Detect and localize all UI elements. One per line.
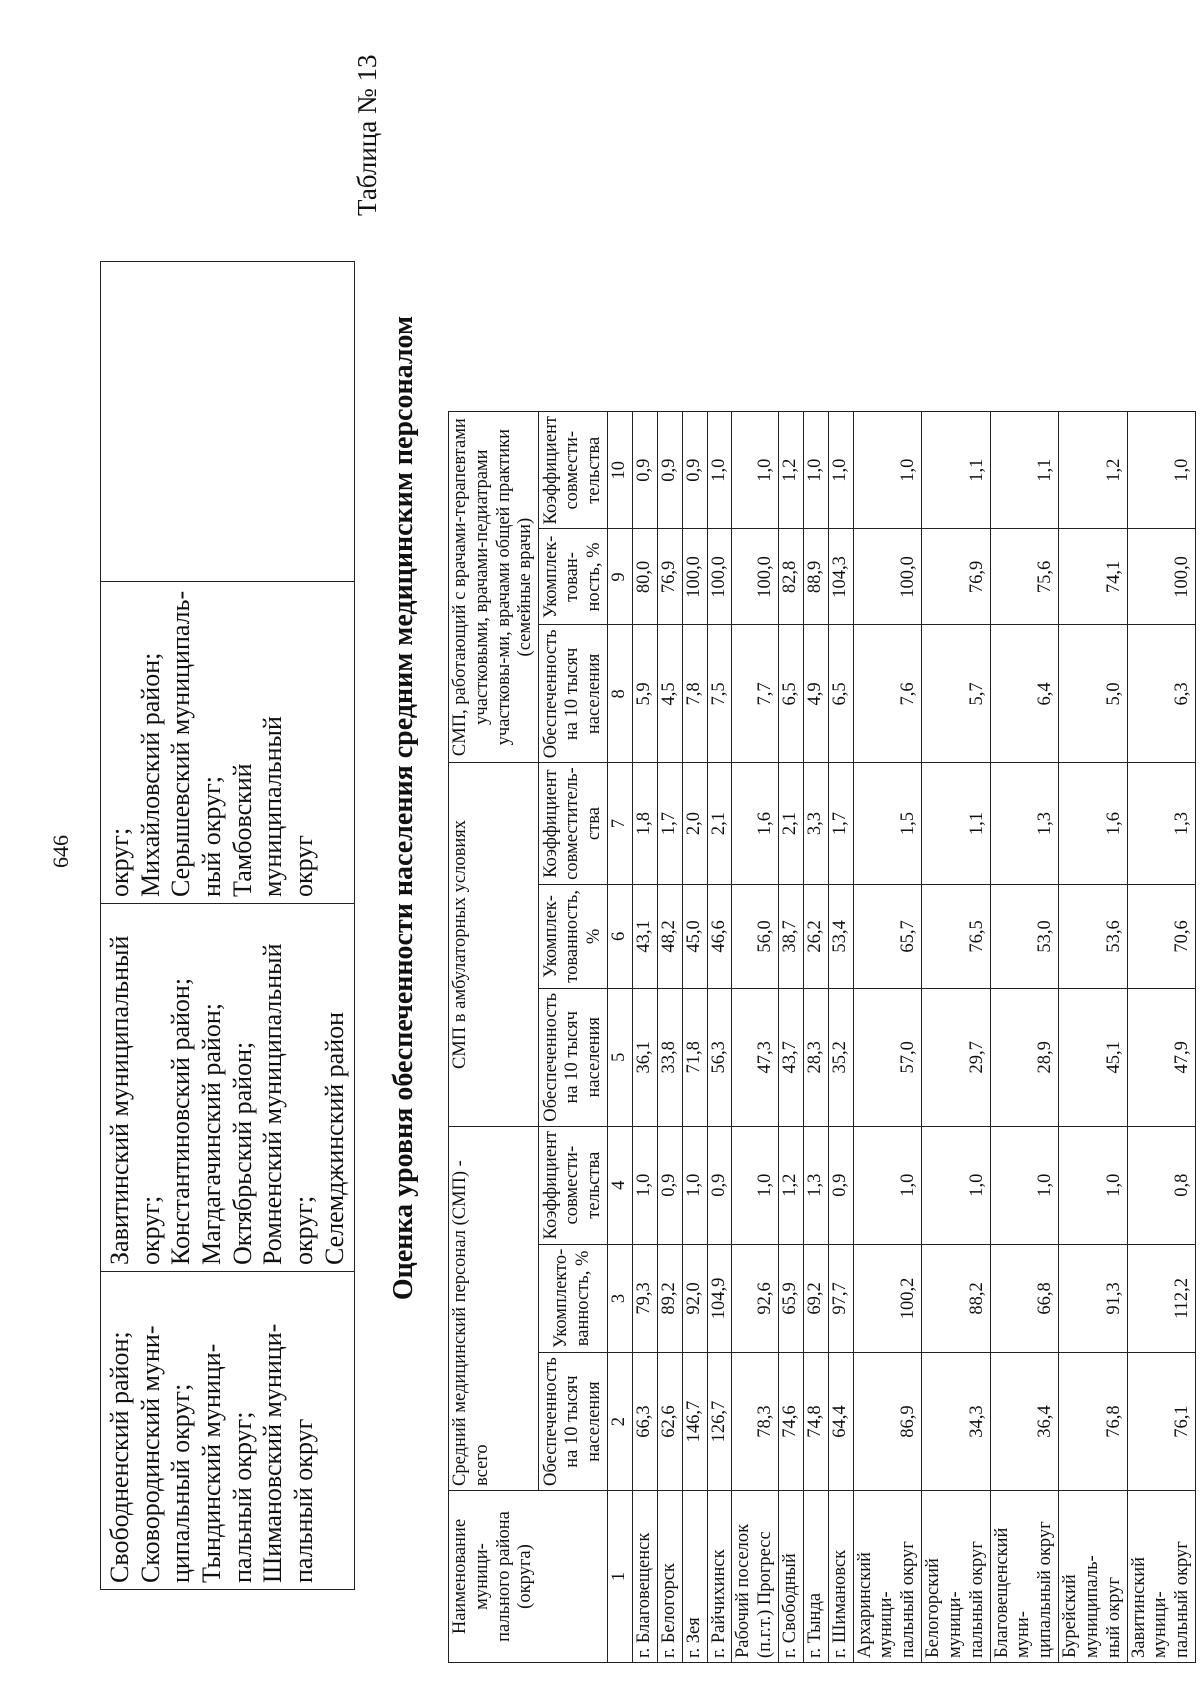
value-cell: 7,6: [853, 625, 921, 763]
value-cell: 6,5: [779, 625, 804, 763]
value-cell: 1,1: [990, 411, 1058, 529]
value-cell: 1,0: [682, 1126, 707, 1244]
column-number: 4: [608, 1126, 633, 1244]
continuation-cell: Свободненский район; Сковородинский муни- ципальный округ; Тындинский муници- пальный округ; Шимановский муници- пальный округ: [101, 1272, 355, 1590]
value-cell: 1,0: [633, 1126, 658, 1244]
header-group-ambulatory: СМП в амбулаторных условиях: [449, 763, 539, 1126]
value-cell: 1,3: [990, 763, 1058, 885]
value-cell: 64,4: [828, 1353, 853, 1491]
value-cell: 76,1: [1127, 1353, 1195, 1491]
continuation-row: [101, 262, 355, 1590]
value-cell: 45,0: [682, 884, 707, 988]
value-cell: 7,8: [682, 625, 707, 763]
value-cell: 56,3: [707, 988, 732, 1126]
district-name-cell: г. Тында: [803, 1491, 828, 1663]
sub-coef-all: Коэффициент совмести-тельства: [539, 1126, 608, 1244]
value-cell: 3,3: [803, 763, 828, 885]
value-cell: 88,9: [803, 529, 828, 625]
sub-supply-all: Обеспеченность на 10 тысяч населения: [539, 1353, 608, 1491]
sub-supply-ther: Обеспеченность на 10 тысяч населения: [539, 625, 608, 763]
sub-coef-ther: Коэффициент совмести-тельства: [539, 411, 608, 529]
value-cell: 78,3: [732, 1353, 779, 1491]
value-cell: 76,8: [1059, 1353, 1127, 1491]
value-cell: 65,7: [853, 884, 921, 988]
value-cell: 100,0: [1127, 529, 1195, 625]
value-cell: 0,9: [633, 411, 658, 529]
value-cell: 1,0: [1059, 1126, 1127, 1244]
value-cell: 146,7: [682, 1353, 707, 1491]
value-cell: 47,3: [732, 988, 779, 1126]
value-cell: 46,6: [707, 884, 732, 988]
district-name-cell: г. Шимановск: [828, 1491, 853, 1663]
value-cell: 69,2: [803, 1244, 828, 1352]
value-cell: 62,6: [657, 1353, 682, 1491]
value-cell: 6,3: [1127, 625, 1195, 763]
value-cell: 53,6: [1059, 884, 1127, 988]
sub-staffing-amb: Укомплек-тованность, %: [539, 884, 608, 988]
value-cell: 74,8: [803, 1353, 828, 1491]
header-group-all: Средний медицинский персонал (СМП) - всего: [449, 1126, 539, 1490]
table-row: [732, 411, 779, 1662]
column-number: 7: [608, 763, 633, 885]
value-cell: 7,7: [732, 625, 779, 763]
value-cell: 88,2: [922, 1244, 990, 1352]
table-number: Таблица № 13: [352, 54, 382, 216]
value-cell: 53,0: [990, 884, 1058, 988]
district-name-cell: Благовещенский муни- ципальный округ: [990, 1491, 1058, 1663]
value-cell: 70,6: [1127, 884, 1195, 988]
column-number: 1: [608, 1491, 633, 1663]
table-row: [657, 411, 682, 1662]
value-cell: 65,9: [779, 1244, 804, 1352]
column-numbers-row: [608, 411, 633, 1662]
district-name-cell: Рабочий поселок (п.г.т.) Прогресс: [732, 1491, 779, 1663]
value-cell: 1,7: [657, 763, 682, 885]
value-cell: 1,3: [803, 1126, 828, 1244]
district-name-cell: Архаринский муници- пальный округ: [853, 1491, 921, 1663]
value-cell: 91,3: [1059, 1244, 1127, 1352]
sub-staffing-ther: Укомплек-тован-ность, %: [539, 529, 608, 625]
value-cell: 1,0: [707, 411, 732, 529]
value-cell: 1,6: [1059, 763, 1127, 885]
value-cell: 0,9: [707, 1126, 732, 1244]
value-cell: 112,2: [1127, 1244, 1195, 1352]
column-number: 3: [608, 1244, 633, 1352]
value-cell: 29,7: [922, 988, 990, 1126]
continuation-cell: Завитинский муниципальный округ; Константиновский район; Магдагачинский район; Октябрьский район; Ромненский муниципальный округ; Селемджинский район: [101, 904, 355, 1272]
value-cell: 33,8: [657, 988, 682, 1126]
column-number: 9: [608, 529, 633, 625]
table-row: [1127, 411, 1195, 1662]
value-cell: 6,4: [990, 625, 1058, 763]
value-cell: 6,5: [828, 625, 853, 763]
value-cell: 71,8: [682, 988, 707, 1126]
value-cell: 79,3: [633, 1244, 658, 1352]
value-cell: 2,1: [779, 763, 804, 885]
value-cell: 57,0: [853, 988, 921, 1126]
value-cell: 100,0: [732, 529, 779, 625]
value-cell: 100,0: [682, 529, 707, 625]
value-cell: 36,1: [633, 988, 658, 1126]
value-cell: 100,0: [853, 529, 921, 625]
value-cell: 0,8: [1127, 1126, 1195, 1244]
district-name-cell: Бурейский муниципаль- ный округ: [1059, 1491, 1127, 1663]
value-cell: 76,9: [657, 529, 682, 625]
table-row: [1059, 411, 1127, 1662]
district-name-cell: Завитинский муници- пальный округ: [1127, 1491, 1195, 1663]
value-cell: 92,0: [682, 1244, 707, 1352]
value-cell: 1,2: [779, 411, 804, 529]
value-cell: 89,2: [657, 1244, 682, 1352]
value-cell: 5,0: [1059, 625, 1127, 763]
value-cell: 34,3: [922, 1353, 990, 1491]
table-title: Оценка уровня обеспеченности населения средним медицинским персоналом: [388, 315, 419, 1301]
value-cell: 76,5: [922, 884, 990, 988]
value-cell: 4,5: [657, 625, 682, 763]
table-row: [682, 411, 707, 1662]
value-cell: 104,3: [828, 529, 853, 625]
value-cell: 0,9: [657, 411, 682, 529]
value-cell: 35,2: [828, 988, 853, 1126]
value-cell: 1,0: [803, 411, 828, 529]
header-row: [449, 411, 539, 1662]
staffing-table: [448, 411, 1196, 1663]
value-cell: 1,0: [990, 1126, 1058, 1244]
sub-staffing-all: Укомплекто-ванность, %: [539, 1244, 608, 1352]
table-row: [633, 411, 658, 1662]
continuation-table: [100, 261, 355, 1590]
district-name-cell: г. Благовещенск: [633, 1491, 658, 1663]
table-body: [608, 411, 1196, 1662]
column-number: 10: [608, 411, 633, 529]
value-cell: 1,5: [853, 763, 921, 885]
value-cell: 66,8: [990, 1244, 1058, 1352]
district-name-cell: г. Белогорск: [657, 1491, 682, 1663]
table-row: [853, 411, 921, 1662]
value-cell: 1,0: [853, 1126, 921, 1244]
value-cell: 104,9: [707, 1244, 732, 1352]
value-cell: 1,3: [1127, 763, 1195, 885]
value-cell: 53,4: [828, 884, 853, 988]
value-cell: 56,0: [732, 884, 779, 988]
value-cell: 36,4: [990, 1353, 1058, 1491]
value-cell: 5,7: [922, 625, 990, 763]
value-cell: 82,8: [779, 529, 804, 625]
value-cell: 1,2: [1059, 411, 1127, 529]
value-cell: 1,2: [779, 1126, 804, 1244]
header-group-therapists: СМП, работающий с врачами-терапевтами участковыми, врачами-педиатрами участковы-ми, врачами общей практики (семейные врачи): [449, 411, 539, 762]
value-cell: 80,0: [633, 529, 658, 625]
value-cell: 0,9: [682, 411, 707, 529]
district-name-cell: Белогорский муници- пальный округ: [922, 1491, 990, 1663]
value-cell: 26,2: [803, 884, 828, 988]
value-cell: 74,6: [779, 1353, 804, 1491]
header-name: Наименование муници- пального района (округа): [449, 1491, 608, 1663]
value-cell: 0,9: [657, 1126, 682, 1244]
subheader-row: [539, 411, 608, 1662]
value-cell: 1,1: [922, 763, 990, 885]
table-row: [922, 411, 990, 1662]
column-number: 6: [608, 884, 633, 988]
value-cell: 1,0: [922, 1126, 990, 1244]
value-cell: 97,7: [828, 1244, 853, 1352]
value-cell: 75,6: [990, 529, 1058, 625]
value-cell: 1,0: [1127, 411, 1195, 529]
value-cell: 1,8: [633, 763, 658, 885]
value-cell: 48,2: [657, 884, 682, 988]
value-cell: 86,9: [853, 1353, 921, 1491]
value-cell: 126,7: [707, 1353, 732, 1491]
value-cell: 47,9: [1127, 988, 1195, 1126]
column-number: 5: [608, 988, 633, 1126]
value-cell: 2,1: [707, 763, 732, 885]
page-number: 646: [48, 835, 73, 868]
table-row: [990, 411, 1058, 1662]
value-cell: 1,0: [732, 411, 779, 529]
continuation-cell: округ; Михайловский район; Серышевский муниципаль- ный округ; Тамбовский муниципальный округ: [101, 582, 355, 904]
column-number: 8: [608, 625, 633, 763]
value-cell: 45,1: [1059, 988, 1127, 1126]
value-cell: 1,0: [828, 411, 853, 529]
district-name-cell: г. Райчихинск: [707, 1491, 732, 1663]
value-cell: 100,2: [853, 1244, 921, 1352]
value-cell: 4,9: [803, 625, 828, 763]
table-row: [803, 411, 828, 1662]
value-cell: 1,6: [732, 763, 779, 885]
value-cell: 28,9: [990, 988, 1058, 1126]
value-cell: 43,7: [779, 988, 804, 1126]
table-row: [828, 411, 853, 1662]
sub-coef-amb: Коэффициент совместитель-ства: [539, 763, 608, 885]
value-cell: 66,3: [633, 1353, 658, 1491]
value-cell: 92,6: [732, 1244, 779, 1352]
value-cell: 1,7: [828, 763, 853, 885]
value-cell: 38,7: [779, 884, 804, 988]
value-cell: 1,1: [922, 411, 990, 529]
value-cell: 2,0: [682, 763, 707, 885]
continuation-cell: [101, 262, 355, 582]
value-cell: 5,9: [633, 625, 658, 763]
value-cell: 74,1: [1059, 529, 1127, 625]
value-cell: 0,9: [828, 1126, 853, 1244]
table-row: [779, 411, 804, 1662]
value-cell: 7,5: [707, 625, 732, 763]
value-cell: 1,0: [853, 411, 921, 529]
column-number: 2: [608, 1353, 633, 1491]
value-cell: 28,3: [803, 988, 828, 1126]
value-cell: 43,1: [633, 884, 658, 988]
district-name-cell: г. Зея: [682, 1491, 707, 1663]
value-cell: 100,0: [707, 529, 732, 625]
district-name-cell: г. Свободный: [779, 1491, 804, 1663]
value-cell: 76,9: [922, 529, 990, 625]
sub-supply-amb: Обеспеченность на 10 тысяч населения: [539, 988, 608, 1126]
table-row: [707, 411, 732, 1662]
value-cell: 1,0: [732, 1126, 779, 1244]
